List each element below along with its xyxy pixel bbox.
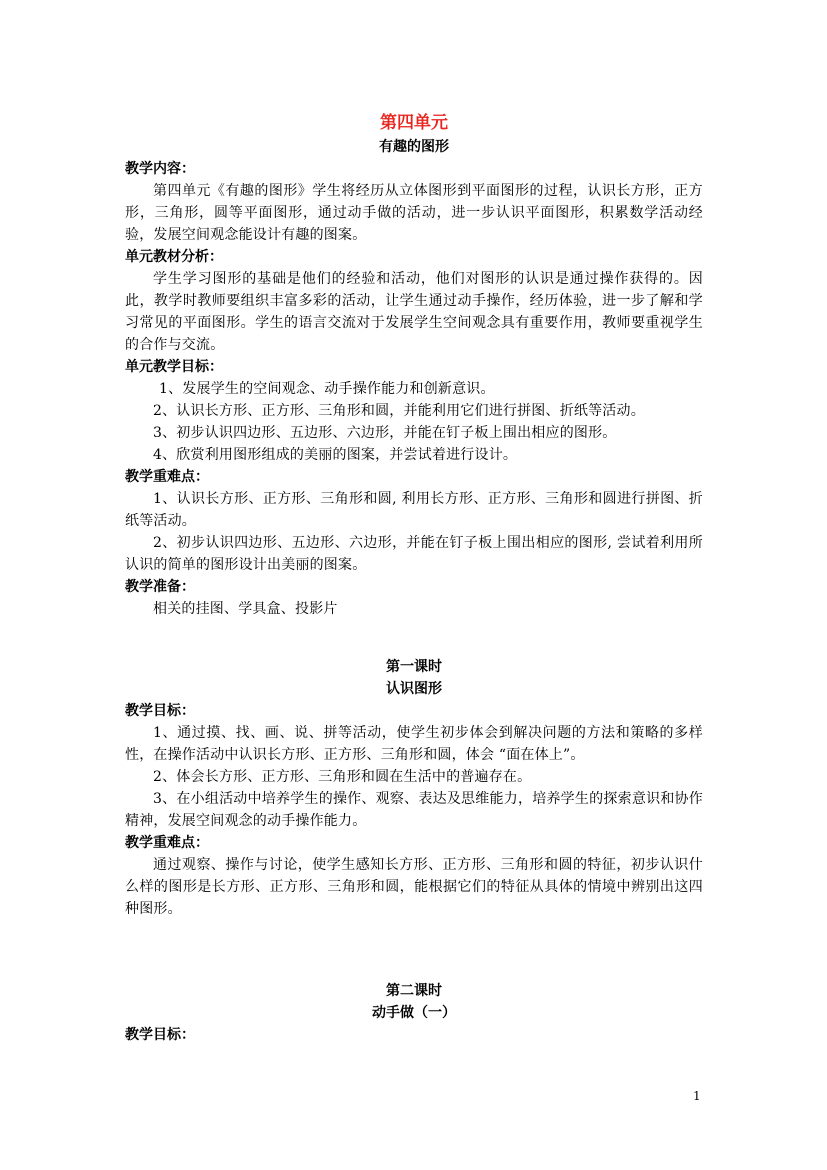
lesson2-title: 第二课时 <box>386 983 442 999</box>
lesson2-goals-heading: 教学目标： <box>125 1027 195 1043</box>
unit-title: 第四单元 <box>380 113 448 133</box>
lesson2-subtitle: 动手做（一） <box>372 1005 456 1021</box>
content-heading: 教学内容： <box>125 161 195 177</box>
lesson1-key-heading: 教学重难点： <box>125 835 209 851</box>
unit-subtitle: 有趣的图形 <box>379 139 449 155</box>
goal-item: 3、初步认识四边形、五边形、六边形，并能在钉子板上围出相应的图形。 <box>153 425 617 441</box>
page-content <box>125 110 703 1046</box>
key-point-item: 2、初步认识四边形、五边形、六边形，并能在钉子板上围出相应的图形, 尝试着利用所认识的简单的图形设计出美丽的图案。 <box>125 535 703 573</box>
prep-heading: 教学准备： <box>125 579 195 595</box>
lesson1-goal-item: 2、体会长方形、正方形、三角形和圆在生活中的普遍存在。 <box>153 769 532 785</box>
goal-item: 1、发展学生的空间观念、动手操作能力和创新意识。 <box>159 381 495 397</box>
analysis-heading: 单元教材分析： <box>125 249 223 265</box>
goal-item: 2、认识长方形、正方形、三角形和圆，并能利用它们进行拼图、折纸等活动。 <box>153 403 645 419</box>
lesson1-goals-heading: 教学目标： <box>125 703 195 719</box>
goal-item: 4、欣赏利用图形组成的美丽的图案，并尝试着进行设计。 <box>153 447 518 463</box>
prep-paragraph: 相关的挂图、学具盒、投影片 <box>153 601 338 617</box>
goals-heading: 单元教学目标： <box>125 359 223 375</box>
spacer <box>125 920 703 980</box>
content-paragraph: 第四单元《有趣的图形》学生将经历从立体图形到平面图形的过程，认识长方形，正方形，三角形，圆等平面图形，通过动手做的活动，进一步认识平面图形，积累数学活动经验，发展空间观念能设计有趣的图案。 <box>125 183 703 243</box>
page-number: 1 <box>693 1089 701 1103</box>
key-point-item: 1、认识长方形、正方形、三角形和圆, 利用长方形、正方形、三角形和圆进行拼图、折纸等活动。 <box>125 491 703 529</box>
key-points-heading: 教学重难点： <box>125 469 209 485</box>
analysis-paragraph: 学生学习图形的基础是他们的经验和活动，他们对图形的认识是通过操作获得的。因此，教学时教师要组织丰富多彩的活动，让学生通过动手操作，经历体验，进一步了解和学习常见的平面图形。学生的语言交流对于发展学生空间观念具有重要作用，教师要重视学生的合作与交流。 <box>125 271 703 353</box>
lesson1-goal-item: 3、在小组活动中培养学生的操作、观察、表达及思维能力，培养学生的探索意识和协作精神，发展空间观念的动手操作能力。 <box>125 791 703 829</box>
lesson1-title: 第一课时 <box>386 659 442 675</box>
lesson1-subtitle: 认识图形 <box>386 681 442 697</box>
lesson1-goal-item: 1、通过摸、找、画、说、拼等活动，使学生初步体会到解决问题的方法和策略的多样性，在操作活动中认识长方形、正方形、三角形和圆，体会 “面在体上”。 <box>125 725 703 763</box>
lesson1-key-paragraph: 通过观察、操作与讨论，使学生感知长方形、正方形、三角形和圆的特征，初步认识什么样的图形是长方形、正方形、三角形和圆，能根据它们的特征从具体的情境中辨别出这四种图形。 <box>125 857 703 917</box>
spacer <box>125 620 703 656</box>
